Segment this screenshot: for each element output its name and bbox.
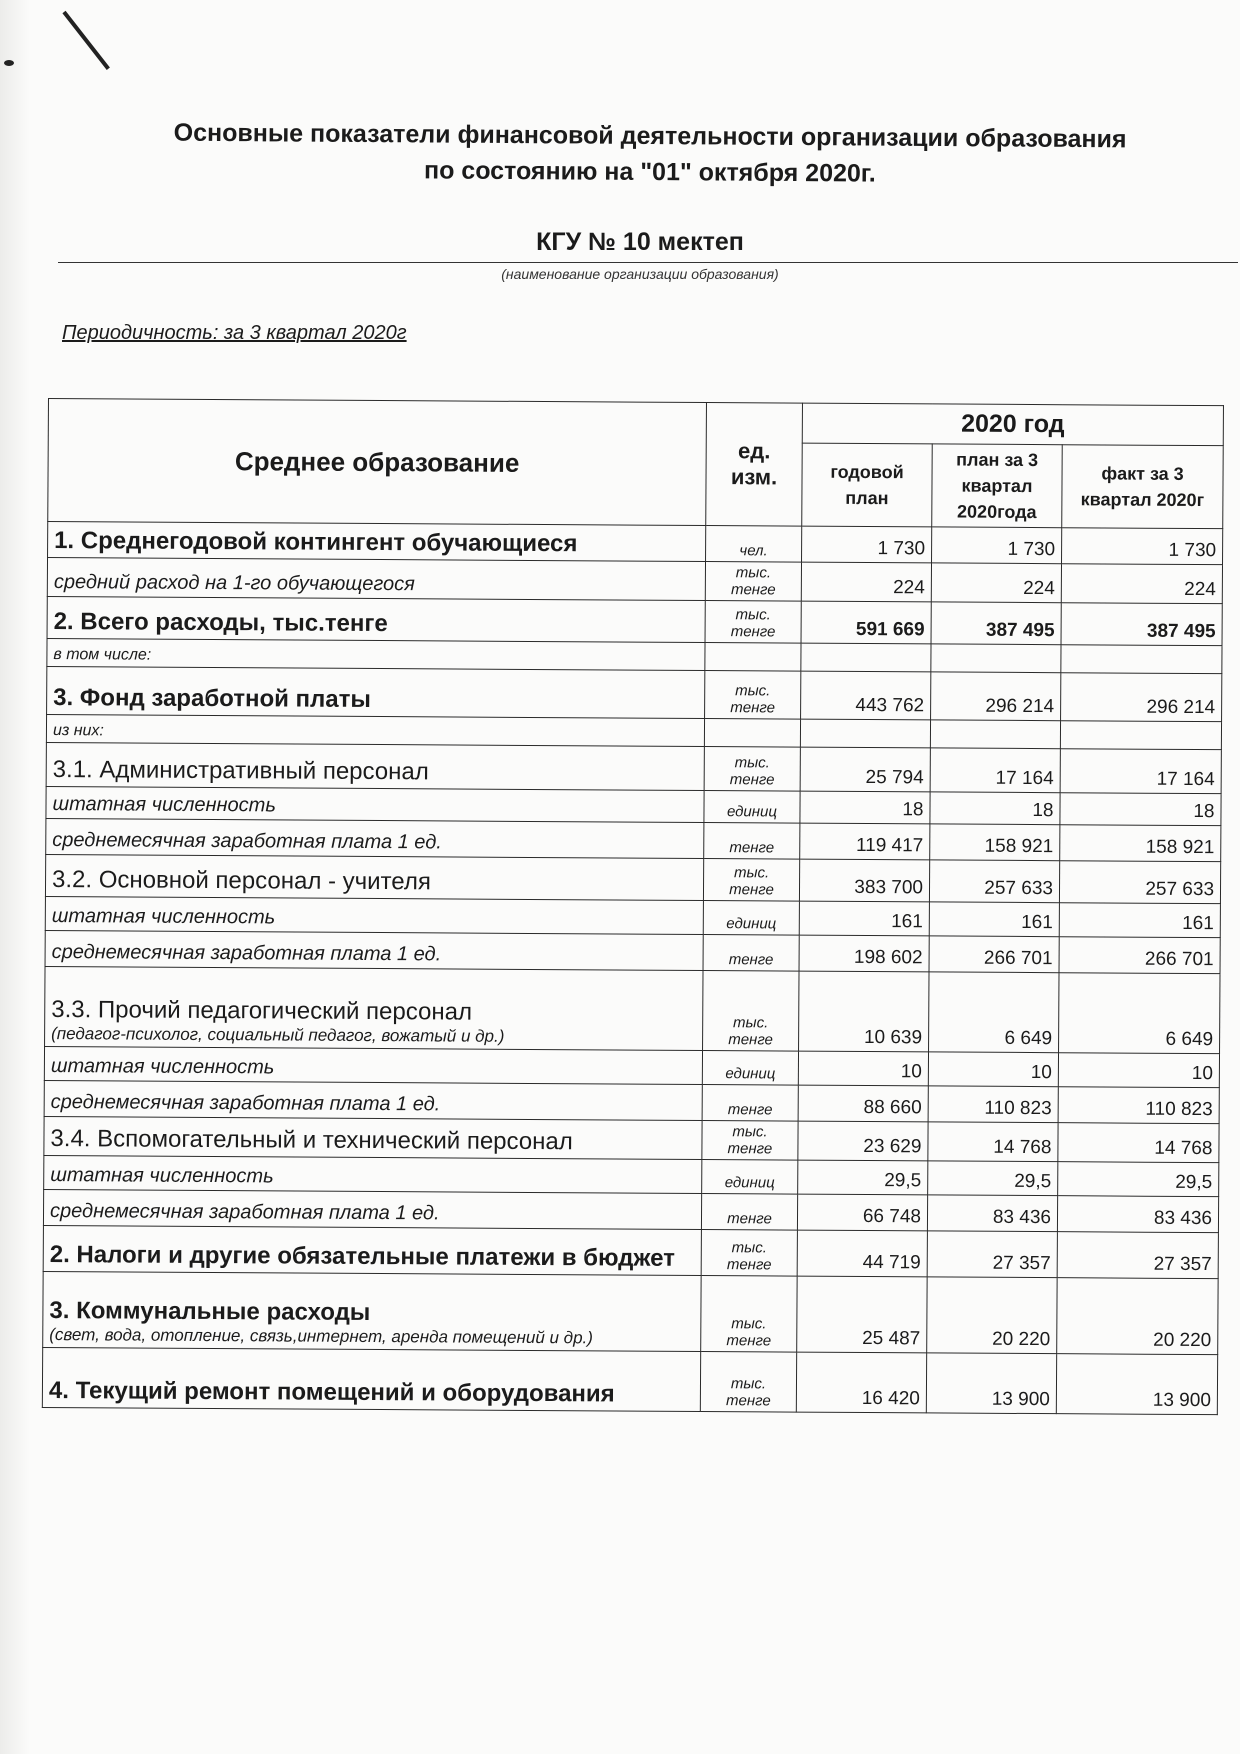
plan-q3-value: 14 768 (928, 1122, 1058, 1162)
row-label-cell (43, 1271, 701, 1351)
annual-plan-value: 10 (798, 1051, 928, 1086)
organization-name: КГУ № 10 мектеп (536, 228, 744, 256)
fact-q3-value: 83 436 (1057, 1196, 1218, 1233)
row-unit: тенге (701, 1194, 797, 1231)
fact-q3-value: 266 701 (1059, 937, 1220, 974)
annual-plan-value: 16 420 (796, 1352, 926, 1413)
annual-plan-value: 224 (801, 562, 931, 602)
row-label-cell (46, 714, 704, 746)
row-label: в том числе: (53, 646, 152, 664)
fact-q3-value: 18 (1060, 793, 1221, 826)
annual-plan-value: 29,5 (798, 1160, 928, 1195)
row-label-cell (43, 1189, 701, 1229)
row-label: 3.3. Прочий педагогический персонал (51, 996, 473, 1026)
plan-q3-value: 13 900 (926, 1353, 1056, 1414)
annual-plan-value: 10 639 (799, 971, 929, 1052)
fact-q3-value: 29,5 (1058, 1162, 1219, 1197)
plan-q3-value: 10 (928, 1052, 1058, 1087)
row-unit: тыс. тенге (705, 562, 801, 602)
row-unit: тыс. тенге (701, 1276, 797, 1353)
fact-q3-value: 296 214 (1061, 673, 1222, 722)
plan-q3-value: 387 495 (931, 602, 1061, 645)
fact-q3-value: 10 (1058, 1053, 1219, 1088)
header-category: Среднее образование (48, 399, 707, 526)
scan-shadow-edge (0, 0, 30, 1754)
fact-q3-value: 387 495 (1061, 603, 1222, 646)
plan-q3-value: 161 (929, 902, 1059, 937)
annual-plan-value: 119 417 (800, 823, 930, 860)
row-label-cell (43, 1225, 701, 1275)
row-unit: тыс. тенге (705, 671, 801, 720)
table-row (42, 1347, 1217, 1414)
annual-plan-value: 383 700 (799, 859, 929, 902)
row-label: штатная численность (51, 905, 276, 929)
row-sublabel: (свет, вода, отопление, связь,интернет, аренда помещений и др.) (49, 1325, 594, 1348)
plan-q3-value: 1 730 (932, 527, 1062, 564)
annual-plan-value (800, 719, 930, 748)
row-label: 1. Среднегодовой контингент обучающиеся (54, 527, 578, 558)
organization-caption: (наименование организации образования) (501, 266, 779, 282)
ink-dot-mark (4, 60, 14, 66)
plan-q3-value: 158 921 (930, 824, 1060, 861)
annual-plan-value: 25 794 (800, 747, 930, 792)
row-unit: единиц (703, 901, 799, 936)
plan-q3-value: 18 (930, 792, 1060, 825)
fact-q3-value: 161 (1059, 903, 1220, 938)
row-label-cell (44, 1046, 702, 1084)
periodicity-label: Периодичность: за 3 квартал 2020г (62, 322, 407, 344)
annual-plan-value: 591 669 (801, 601, 931, 644)
row-label-cell (45, 854, 703, 900)
annual-plan-value: 66 748 (797, 1194, 927, 1231)
row-label: из них: (52, 722, 104, 740)
row-label-cell (44, 1080, 702, 1120)
row-label-cell (45, 930, 703, 970)
plan-q3-value (930, 720, 1060, 749)
fact-q3-value: 20 220 (1057, 1278, 1218, 1355)
row-label-cell (45, 966, 703, 1050)
row-label: средний расход на 1-го обучающегося (53, 571, 415, 596)
fact-q3-value (1061, 645, 1222, 674)
row-label: штатная численность (50, 1164, 274, 1188)
fact-q3-value: 110 823 (1058, 1087, 1219, 1124)
annual-plan-value: 18 (800, 791, 930, 824)
row-label: среднемесячная заработная плата 1 ед. (52, 829, 442, 854)
annual-plan-value: 443 762 (801, 671, 931, 720)
row-label: штатная численность (52, 793, 276, 817)
table-row (46, 742, 1221, 793)
table-row (47, 666, 1222, 721)
row-label: 3.2. Основной персонал - учителя (51, 866, 431, 896)
row-label: 2. Налоги и другие обязательные платежи в бюджет (49, 1241, 676, 1272)
row-label-cell (47, 558, 705, 601)
row-unit: тенге (703, 935, 799, 972)
financial-indicators-table (42, 398, 1224, 1415)
table-row (45, 966, 1220, 1053)
row-unit: тенге (702, 1085, 798, 1122)
row-label: 3.4. Вспомогательный и технический персонал (50, 1125, 573, 1156)
table-row (47, 596, 1222, 645)
title-line-1: Основные показатели финансовой деятельности организации образования (173, 118, 1127, 154)
annual-plan-value: 198 602 (799, 935, 929, 972)
plan-q3-value: 224 (931, 563, 1061, 603)
row-label-cell (48, 522, 706, 562)
row-label: штатная численность (50, 1055, 275, 1079)
row-unit: тыс. тенге (702, 1121, 798, 1161)
row-unit: единиц (702, 1160, 798, 1195)
row-unit (704, 719, 800, 748)
plan-q3-value: 6 649 (929, 972, 1059, 1053)
row-label: 2. Всего расходы, тыс.тенге (53, 608, 388, 638)
row-unit: единиц (704, 791, 800, 824)
plan-q3-value: 29,5 (928, 1161, 1058, 1196)
row-unit: чел. (706, 526, 802, 563)
row-label-cell (44, 1116, 702, 1159)
fact-q3-value: 257 633 (1059, 861, 1220, 904)
row-unit: тыс. тенге (703, 971, 799, 1052)
fact-q3-value: 27 357 (1057, 1232, 1218, 1279)
title-line-2: по состоянию на "01" октября 2020г. (423, 156, 876, 188)
row-label: среднемесячная заработная плата 1 ед. (50, 1091, 441, 1116)
row-label: среднемесячная заработная плата 1 ед. (51, 941, 442, 966)
row-label: среднемесячная заработная плата 1 ед. (49, 1200, 440, 1225)
annual-plan-value: 25 487 (797, 1276, 927, 1353)
row-unit: единиц (702, 1051, 798, 1086)
row-unit: тыс. тенге (700, 1352, 796, 1413)
row-unit (705, 643, 801, 672)
table-row (43, 1271, 1218, 1354)
header-fact-q3: факт за 3 квартал 2020г (1062, 445, 1224, 529)
header-unit: ед. изм. (706, 403, 803, 527)
row-label: 3. Фонд заработной платы (53, 684, 372, 713)
row-label-cell (46, 818, 704, 858)
fact-q3-value: 17 164 (1060, 749, 1221, 794)
row-label-cell (47, 596, 705, 642)
pen-stroke-mark (62, 11, 109, 70)
row-label-cell (42, 1347, 700, 1411)
plan-q3-value: 296 214 (931, 672, 1061, 721)
row-label-cell (47, 638, 705, 670)
plan-q3-value: 27 357 (927, 1231, 1057, 1278)
table-row (45, 854, 1220, 903)
annual-plan-value: 1 730 (802, 526, 932, 563)
annual-plan-value: 161 (799, 901, 929, 936)
row-unit: тыс. тенге (703, 859, 799, 902)
row-label: 4. Текущий ремонт помещений и оборудования (48, 1377, 615, 1408)
header-plan-q3: план за 3 квартал 2020года (932, 444, 1063, 528)
fact-q3-value: 13 900 (1056, 1354, 1217, 1415)
table-row (43, 1225, 1218, 1278)
row-label-cell (46, 742, 704, 790)
row-label: 3. Коммунальные расходы (49, 1297, 371, 1326)
row-label: 3.1. Административный персонал (52, 756, 429, 786)
plan-q3-value: 20 220 (927, 1277, 1057, 1354)
annual-plan-value: 23 629 (798, 1121, 928, 1161)
plan-q3-value: 257 633 (929, 860, 1059, 903)
row-unit: тыс. тенге (705, 601, 801, 644)
fact-q3-value: 6 649 (1059, 973, 1221, 1054)
plan-q3-value (931, 644, 1061, 673)
organization-underline (58, 262, 1238, 263)
fact-q3-value: 1 730 (1062, 528, 1223, 565)
row-unit: тыс. тенге (701, 1230, 797, 1277)
plan-q3-value: 17 164 (930, 748, 1060, 793)
annual-plan-value: 88 660 (798, 1085, 928, 1122)
document-title (150, 115, 1150, 194)
row-label-cell (44, 1155, 702, 1193)
fact-q3-value: 158 921 (1060, 825, 1221, 862)
row-label-cell (47, 666, 705, 718)
plan-q3-value: 83 436 (927, 1195, 1057, 1232)
fact-q3-value: 14 768 (1058, 1123, 1219, 1163)
header-year: 2020 год (802, 403, 1223, 446)
fact-q3-value (1060, 721, 1221, 750)
row-unit: тыс. тенге (704, 747, 800, 792)
header-annual-plan: годовой план (802, 443, 933, 527)
row-label-cell (46, 786, 704, 822)
row-label-cell (45, 896, 703, 934)
fact-q3-value: 224 (1061, 564, 1222, 604)
plan-q3-value: 266 701 (929, 936, 1059, 973)
table-body (42, 522, 1222, 1415)
row-sublabel: (педагог-психолог, социальный педагог, вожатый и др.) (51, 1024, 505, 1046)
row-unit: тенге (704, 823, 800, 860)
annual-plan-value: 44 719 (797, 1230, 927, 1277)
annual-plan-value (801, 643, 931, 672)
plan-q3-value: 110 823 (928, 1086, 1058, 1123)
